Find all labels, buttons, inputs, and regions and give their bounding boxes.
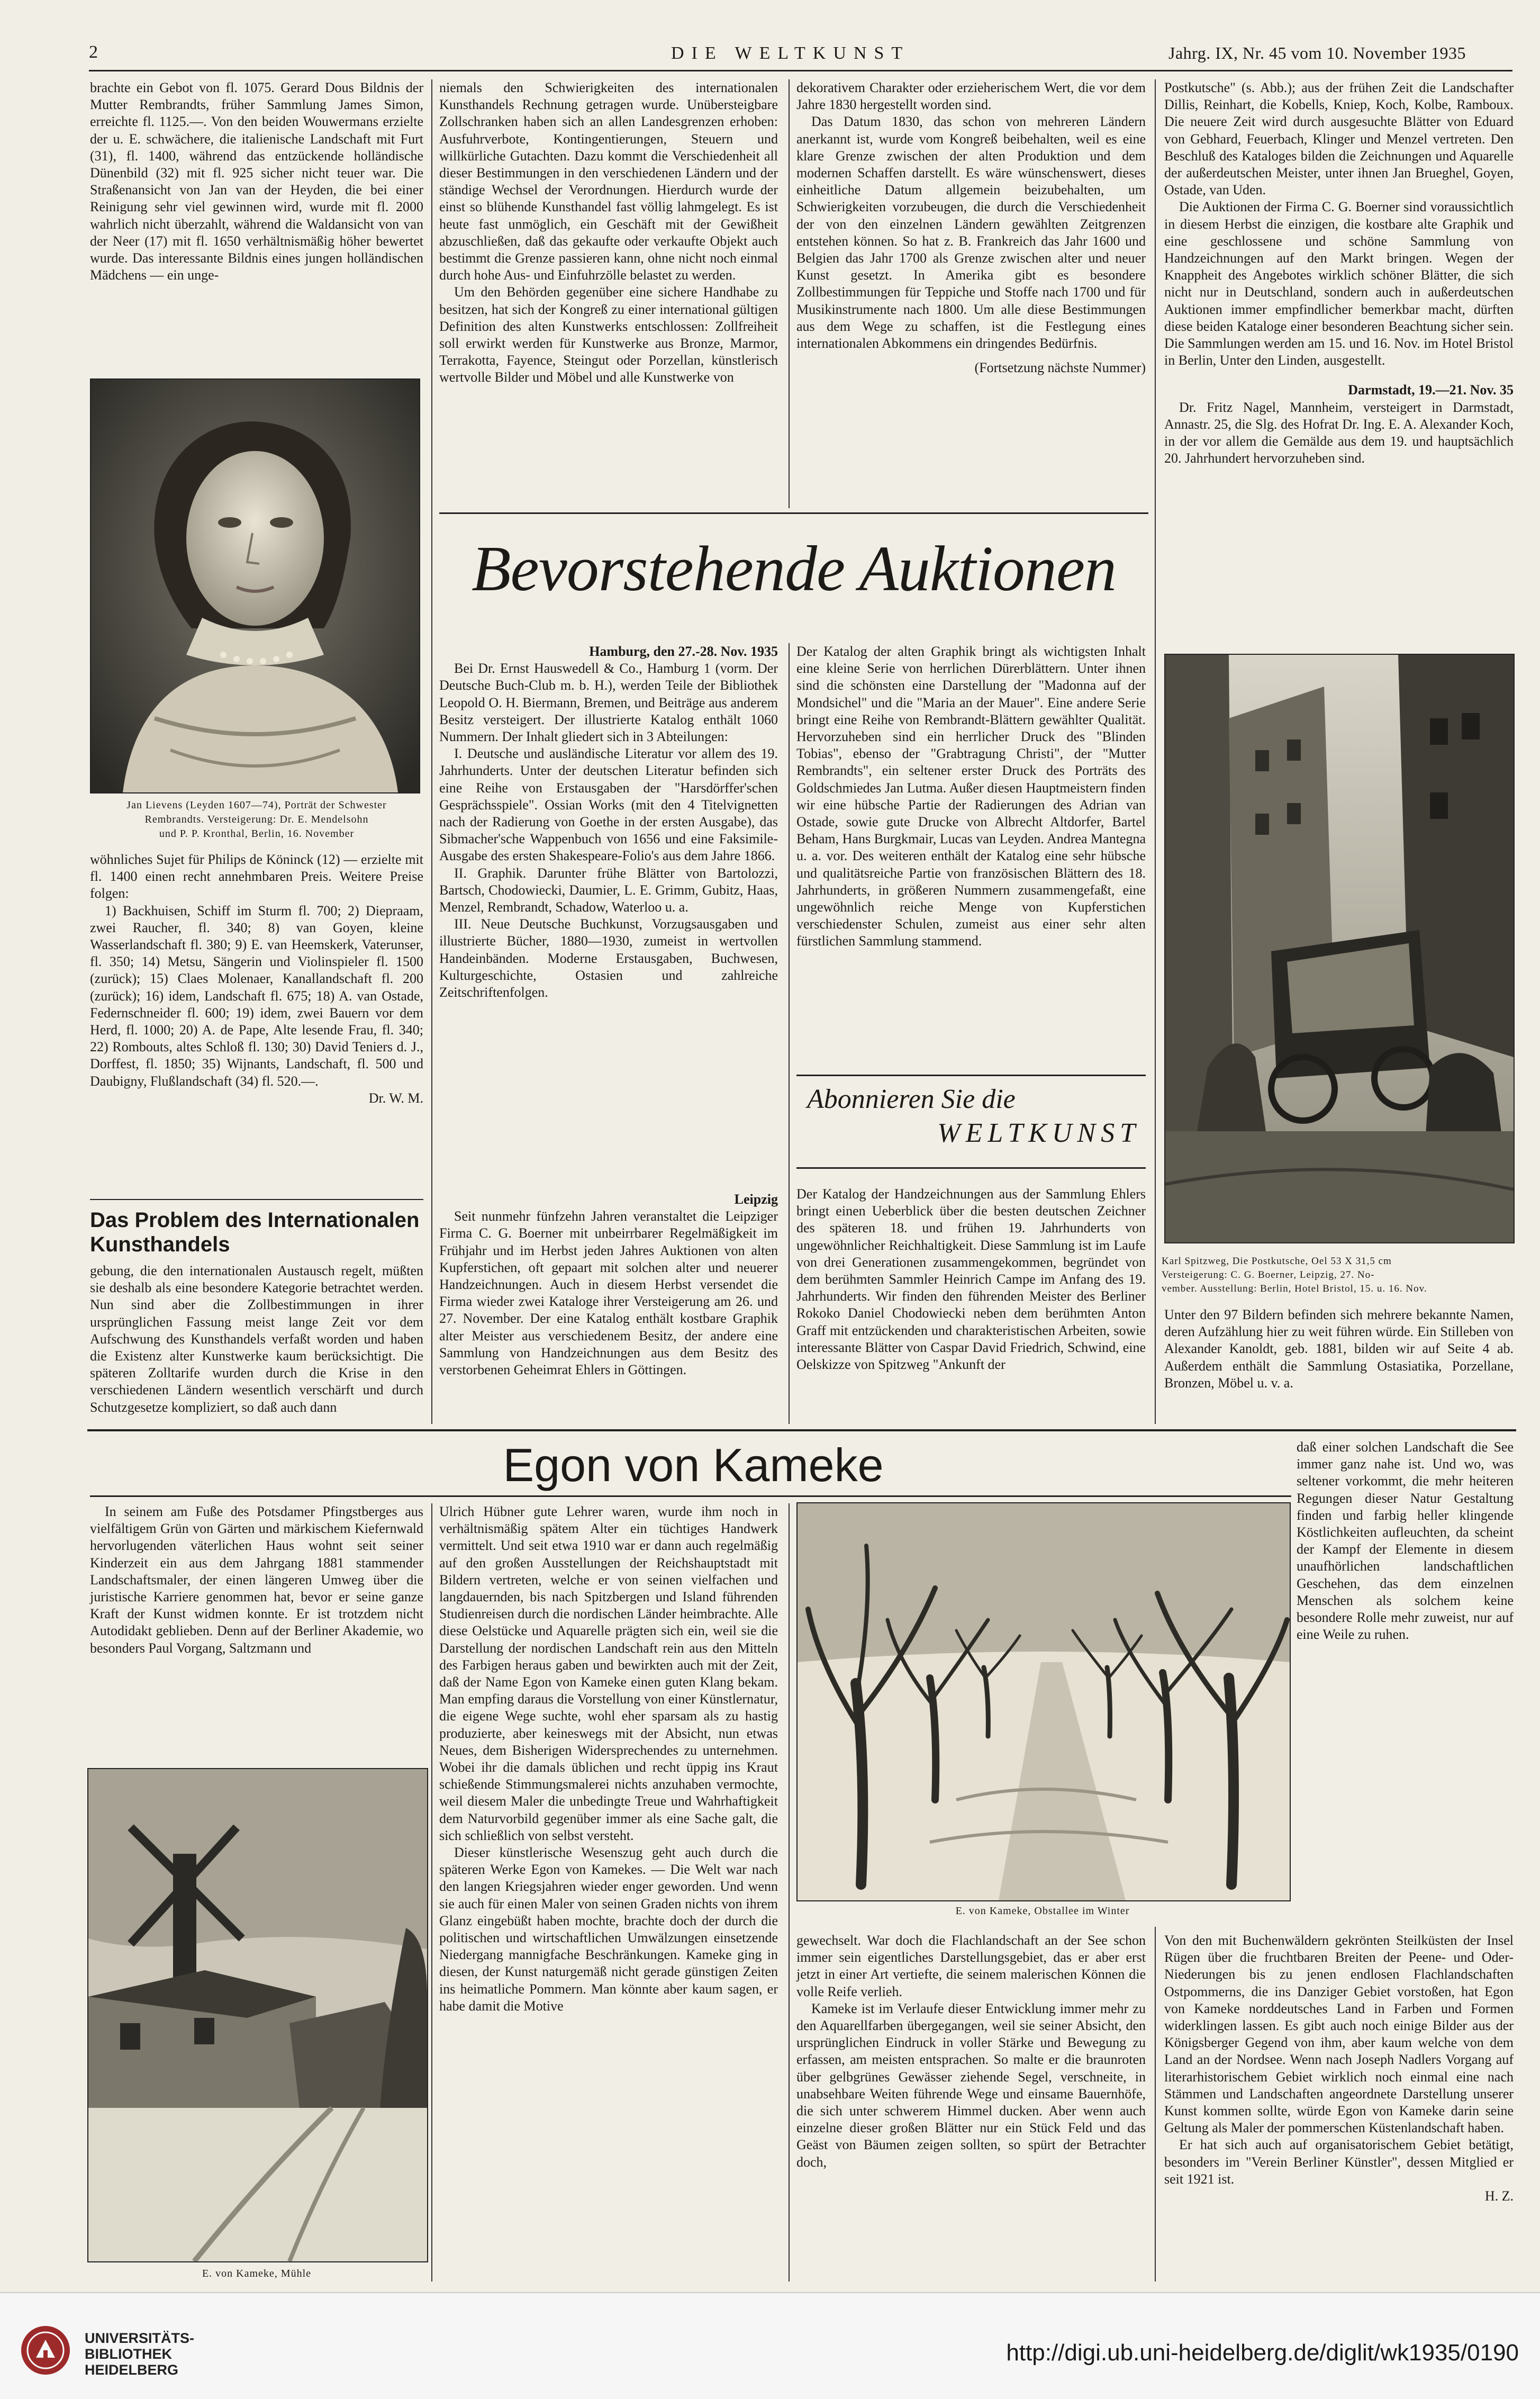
running-header	[89, 37, 1518, 69]
section-rule	[439, 512, 1148, 514]
paragraph: Unter den 97 Bildern befinden sich mehrere bekannte Namen, deren Aufzählung hier zu weit führen würde. Ein Stilleben von Alexander Kanoldt, geb. 1881, bilden wir auf Seite 4 ab. Außerdem enthält die Sammlung Ostasiatika, Porzellane, Bronzen, Möbel u. v. a.	[1164, 1307, 1514, 1391]
section-heading: Das Problem des Internationalen Kunsthandels	[90, 1208, 420, 1256]
paragraph: 1) Backhuisen, Schiff im Sturm fl. 700; 2) Diepraam, zwei Raucher, fl. 340; 8) van Goyen, kleine Wasserlandschaft fl. 380; 9) E. van Heemskerk, Vaterunser, fl. 350; 14) Metsu, Sängerin und Violinspieler fl. 1500 (zurück); 15) Claes Molenaer, Kanallandschaft fl. 200 (zurück); 16) idem, Landschaft fl. 675; 18) A. van Ostade, Federnschneider fl. 600; 19) idem, zwei Bauern vor dem Herd, fl. 1000; 20) A. de Pape, Alte lesende Frau, fl. 340; 22) Rombouts, altes Schloß fl. 130; 30) David Teniers d. J., Dorffest, fl. 1850; 35) Wijnants, Landschaft, fl. 500 und Daubigny, Flußlandschaft (34) fl. 520.—.	[90, 903, 423, 1089]
page-number: 2	[89, 42, 99, 62]
caption-line: Rembrandts. Versteigerung: Dr. E. Mendelsohn	[144, 814, 369, 825]
obstallee-painting	[796, 1502, 1291, 1901]
permalink[interactable]: http://digi.ub.uni-heidelberg.de/diglit/wk1935/0190	[1006, 2340, 1519, 2366]
section-title: Egon von Kameke	[503, 1439, 884, 1491]
subscribe-rule-top	[796, 1075, 1146, 1076]
university-logo	[20, 2325, 71, 2376]
library-name-line: BIBLIOTHEK	[85, 2346, 172, 2362]
problem-text	[90, 1262, 423, 1416]
paragraph: In seinem am Fuße des Potsdamer Pfingstberges aus vielfältigem Grün von Gärten und märkischem Kiefernwald hervorlugenden väterlichen Haus wohnt seit seiner Kinderzeit ein aus dem Jahrgang 1881 stammender Landschaftsmaler, der einen längeren Umweg über die juristische Karriere genommen hat, bevor er seine ganze Kraft der Kunst widmen konnte. Er ist trotzdem nicht Autodidakt geblieben. Denn auf der Berliner Akademie, wo besonders Paul Vorgang, Saltzmann und	[90, 1504, 423, 1656]
kameke-title	[90, 1439, 1297, 1492]
paragraph: Seit nunmehr fünfzehn Jahren veranstaltet die Leipziger Firma C. G. Boerner mit unbeirrbarer Regelmäßigkeit im Frühjahr und im Herbst jeden Jahres Auktionen von alten Kupferstichen, oft gepaart mit solchen alter und neuerer Handzeichnungen. Auch in diesem Herbst versendet die Firma wieder zwei Kataloge ihrer Versteigerung am 26. und 27. November. Der eine Katalog enthält kostbare Graphik alter Meister aus verschiedenem Besitz, der andere eine Sammlung von Handzeichnungen aus dem Besitz des verstorbenen Geheimrat Ehlers in Göttingen.	[439, 1208, 778, 1378]
muehle-image	[88, 1769, 427, 2261]
paragraph: II. Graphik. Darunter frühe Blätter von Bartolozzi, Bartsch, Chodowiecki, Daumier, L. E. Grimm, Gubitz, Haas, Menzel, Rembrandt, Schadow, Waterloo u. a.	[439, 865, 778, 915]
dateline: Hamburg, den 27.-28. Nov. 1935	[589, 644, 778, 659]
paragraph: dekorativem Charakter oder erzieherischem Wert, die vor dem Jahre 1830 hergestellt worden sind.	[796, 80, 1146, 113]
column-divider	[1155, 1927, 1156, 2281]
auktionen-column-b	[796, 643, 1146, 950]
column-divider	[789, 79, 790, 508]
caption-line: E. von Kameke, Obstallee im Winter	[955, 1905, 1130, 1917]
portrait-caption	[87, 798, 426, 841]
kameke-column-3	[796, 1932, 1146, 2171]
paragraph: Postkutsche" (s. Abb.); aus der frühen Zeit die Landschafter Dillis, Reinhart, die Kobells, Kniep, Koch, Kolbe, Ramboux. Die neuere Zeit wird durch ausgesuchte Blätter von Eduard von Gebhard, Feuerbach, Klinger und Menzel vertreten. Den Beschluß des Kataloges bilden die Zeichnungen und Aquarelle der außerdeutschen Meister, unter ihnen Jan Brueghel, Goyen, Ostade, van Uden.	[1164, 80, 1514, 198]
column-divider	[1155, 79, 1156, 1424]
paragraph: I. Deutsche und ausländische Literatur vor allem des 19. Jahrhunderts. Unter der deutschen Literatur befinden sich eine Reihe von Erstausgaben der "Harsdörffer'schen Gesprächsspiele". Ossian Works (mit den 4 Titelvignetten nach der Radierung von Goethe in der ersten Ausgabe), das Sibmacher'sche Wappenbuch von 1656 und eine Faksimile-Ausgabe des ersten Shakespeare-Folio's aus dem Jahre 1866.	[439, 746, 778, 864]
paragraph: Der Katalog der Handzeichnungen aus der Sammlung Ehlers bringt einen Ueberblick über die besten deutschen Zeichner des späteren 18. und frühen 19. Jahrhunderts von ungewöhnlicher Reichhaltigkeit. Diese Sammlung ist im Laufe von drei Generationen zusammengekommen, begründet von dem berühmten Sammler Heinrich Campe im Anfang des 19. Jahrhunderts. Wir finden den führenden Meister des Berliner Rokoko Daniel Chodowiecki neben dem berühmten Anton Graff mit entzückenden und charakteristischen Arbeiten, sowie interessante Blätter von Caspar David Friedrich, Schwind, eine Oelskizze von Spitzweg "Ankunft der	[796, 1186, 1146, 1373]
paragraph: Von den mit Buchenwäldern gekrönten Steilküsten der Insel Rügen über die fruchtbaren Breiten der Peene- und Oder-Niederungen bis zu jenen endlosen Flachlandschaften Ostpommerns, die ins Danziger Gebiet vorstoßen, hat Egon von Kameke norddeutsches Land in Farben und Formen widerklingen lassen. Es gibt auch noch einige Bilder aus der Königsberger Gegend von ihm, aber kaum welche von dem Land an der Nordsee. Wenn nach Joseph Nadlers Vorgang auf literarhistorischem Gebiet wirklich noch einmal eine nach Stämmen und Landschaften angeordnete Darstellung unserer Kunst kommen sollte, würde Egon von Kameke darin seine Geltung als Maler der pommerschen Küstenlandschaft haben.	[1164, 1933, 1514, 2136]
obstallee-caption	[796, 1904, 1289, 1918]
spitzweg-caption	[1162, 1255, 1516, 1296]
issue-info: Jahrg. IX, Nr. 45 vom 10. November 1935	[1168, 43, 1466, 62]
caption-line: Versteigerung: C. G. Boerner, Leipzig, 27. No-	[1162, 1269, 1375, 1280]
caption-line: Karl Spitzweg, Die Postkutsche, Oel 53 X 31,5 cm	[1162, 1256, 1392, 1267]
column-divider	[789, 643, 790, 1424]
column-divider	[431, 1503, 432, 2281]
paragraph: Das Datum 1830, das schon von mehreren Ländern anerkannt ist, wurde vom Kongreß beibehalten, weil es eine klare Grenze zwischen der alten Produktion und dem modernen Schaffen darstellt. Es wäre wünschenswert, dieses einheitliche Datum allgemein beizubehalten, um Schwierigkeiten vorzubeugen, die durch die Verschiedenheit der von den einzelnen Ländern gewählten Zeitgrenzen entstehen können. So hat z. B. Frankreich das Jahr 1600 und Belgien das Jahr 1700 als Grenze zwischen alter und neuer Kunst gesetzt. In Amerika gibt es besondere Zollbestimmungen für Teppiche und Stoffe nach 1700 und für Musikinstrumente nach 1800. Um alle diese Bestimmungen aus dem Wege zu schaffen, ist die Festlegung eines internationalen Abkommens ein dringendes Bedürfnis.	[796, 114, 1146, 351]
auktionen-column-a	[439, 643, 778, 1001]
paragraph: Die Auktionen der Firma C. G. Boerner sind voraussichtlich in diesem Herbst die einzigen, die kostbare alte Graphik und eine geschlossene und schöne Sammlung von Handzeichnungen auf den Markt bringen. Wegen der Knappheit des Angebotes wirklich schöner Blätter, die sich nicht nur in Deutschland, sondern auch in außerdeutschen Auktionen immer empfindlicher bemerkbar macht, dürften diese beiden Kataloge einer besonderen Beachtung sicher sein. Die Sammlungen werden am 15. und 16. Nov. im Hotel Bristol in Berlin, Unter den Linden, ausgestellt.	[1164, 199, 1514, 368]
kameke-column-4-bottom	[1164, 1932, 1514, 2205]
subscribe-line-2: WELTKUNST	[937, 1118, 1140, 1148]
column-3-top	[796, 79, 1146, 376]
problem-heading	[90, 1208, 429, 1257]
column-4-top	[1164, 79, 1514, 467]
heidelberg-seal-icon	[20, 2325, 71, 2376]
dateline: Leipzig	[734, 1192, 778, 1207]
obstallee-image	[798, 1503, 1290, 1900]
column-divider	[789, 1503, 790, 2281]
caption-line: Jan Lievens (Leyden 1607—74), Porträt der Schwester	[126, 799, 387, 811]
paragraph: daß einer solchen Landschaft die See immer ganz nahe ist. Und wo, was seltener vorkommt, die mehr heiteren Regungen dieser Natur Gestaltung finden und farbig heller klingende Köstlichkeiten aufleuchten, da scheint der Kampf der Elemente in diesem unaufhörlichen landschaftlichen Geschehen, das dem einzelnen Menschen als solchem keine besondere Rolle mehr zuweist, nur auf eine Weile zu ruhen.	[1297, 1439, 1514, 1643]
muehle-painting	[87, 1768, 428, 2262]
paragraph: Er hat sich auch auf organisatorischem Gebiet betätigt, besonders im "Verein Berliner Künstler", dessen Mitglied er seit 1921 ist.	[1164, 2137, 1514, 2187]
subscribe-box	[796, 1083, 1146, 1162]
paragraph: Um den Behörden gegenüber eine sichere Handhabe zu besitzen, hat sich der Kongreß zu einer international gültigen Definition des alten Kunstwerks entschlossen: Zollfreiheit soll erwirkt werden für Kunstwerke aus Bronze, Marmor, Terrakotta, Fayence, Steingut oder Porzellan, künstlerisch wertvolle Bilder und Möbel und alle Kunstwerke von	[439, 284, 778, 385]
portrait-photo	[90, 378, 420, 793]
caption-line: vember. Ausstellung: Berlin, Hotel Bristol, 15. u. 16. Nov.	[1162, 1283, 1427, 1294]
column-1-mid	[90, 851, 423, 1107]
continued-note: (Fortsetzung nächste Nummer)	[974, 360, 1146, 376]
muehle-caption	[87, 2267, 426, 2281]
author-signature: Dr. W. M.	[368, 1090, 423, 1106]
dateline: Darmstadt, 19.—21. Nov. 35	[1348, 382, 1514, 398]
header-rule	[89, 70, 1512, 71]
library-name-line: HEIDELBERG	[85, 2362, 179, 2378]
caption-line: und P. P. Kronthal, Berlin, 16. November	[159, 828, 355, 840]
paragraph: Bei Dr. Ernst Hauswedell & Co., Hamburg 1 (vorm. Der Deutsche Buch-Club m. b. H.), werden Teile der Bibliothek Leopold O. H. Biermann, Bremen, und Beiträge aus anderem Besitz versteigert. Der illustrierte Katalog enthält 1060 Nummern. Der Inhalt gliedert sich in 3 Abteilungen:	[439, 661, 778, 745]
paragraph: Dieser künstlerische Wesenszug geht auch durch die späteren Werke Egon von Kamekes. — Die Welt war nach den langen Kriegsjahren wieder enger geworden. Und wenn sie auch für einen Maler von seinen Graden nichts von ihrem Glanz eingebüßt haben mochte, brachte doch der durch die politischen und wirtschaftlichen Umwälzungen einsetzende Niedergang mannigfache Beschränkungen. Kameke ging in diesen, der Kunst naturgemäß nicht gerade günstigen Zeiten ins heimatliche Pommern. Man könnte aber kaum sagen, er habe damit die Motive	[439, 1845, 778, 2014]
paragraph: Der Katalog der alten Graphik bringt als wichtigsten Inhalt eine kleine Serie von herrlichen Dürerblättern. Unter ihnen sind die schönsten eine Darstellung der "Madonna auf der Mondsichel" und die "Maria an der Mauer". Eine andere Serie bringt eine Reihe von Rembrandt-Blättern gewählter Qualität. Hervorzuheben sind ein herrlicher Druck des "Blinden Tobias", ebenso der "Grabtragung Christi", der "Mutter Rembrandts", ein seltener erster Druck des Porträts des Goldschmiedes Jan Lutma. Außer diesen Hauptmeistern finden wir eine hübsche Partie der Radierungen des Adrian van Ostade, sowie gute Drucke von Albrecht Altdorfer, Bartel Beham, Hans Burgkmair, Lucas van Leyden. Andrea Mantegna u. a. vor. Des weiteren enthält der Katalog eine sehr hübsche und qualitätsreiche Partie von französischen Blättern des 18. Jahrhunderts, in größeren Nummern zusammengefaßt, eine ungewöhnlich reiche Menge von Kupferstichen verschiedenster Schulen, zumeist aus einer sehr alten fürstlichen Sammlung stammend.	[796, 644, 1146, 949]
paragraph: wöhnliches Sujet für Philips de Köninck (12) — erzielte mit fl. 1400 einen recht annehmbaren Preis. Weitere Preise folgen:	[90, 852, 423, 901]
column-divider	[431, 79, 432, 1424]
library-name-line: UNIVERSITÄTS-	[85, 2330, 195, 2346]
paragraph: III. Neue Deutsche Buchkunst, Vorzugsausgaben und illustrierte Bücher, 1880—1930, zumeist in wertvollen Handeinbänden. Moderne Erstausgaben, Buchwesen, Kulturgeschichte, Ostasien und zahlreiche Zeitschriftenfolgen.	[439, 916, 778, 1000]
column-1-top	[90, 79, 423, 284]
publication-title: DIE WELTKUNST	[671, 43, 910, 63]
postkutsche-image	[1165, 655, 1514, 1242]
section-title: Bevorstehende Auktionen	[471, 533, 1117, 605]
column-1-rule	[90, 1199, 423, 1200]
kameke-column-1	[90, 1503, 423, 1657]
paragraph: Dr. Fritz Nagel, Mannheim, versteigert in Darmstadt, Annastr. 25, die Slg. des Hofrat Dr. Ing. E. A. Alexander Koch, in der vor allem die Gemälde aus dem 19. und hauptsächlich 20. Jahrhundert hervorzuheben sind.	[1164, 399, 1514, 466]
paragraph: brachte ein Gebot von fl. 1075. Gerard Dous Bildnis der Mutter Rembrandts, früher Sammlung James Simon, erreichte fl. 1125.—. Von den beiden Wouwermans erzielte der u. E. schwächere, die italienische Landschaft mit Furt (31), fl. 1400, während das entzückende holländische Dünenbild (32) mit fl. 925 sicher nicht teuer war. Die Straßenansicht von Jan van der Heyden, die bei einer Reinigung sehr viel gewinnen wird, wurde mit fl. 2000 wahrlich nicht überzahlt, während die Waldansicht von van der Neer (17) mit fl. 1650 verhältnismäßig höher bewertet wurde. Das interessante Bildnis eines jungen holländischen Mädchens — ein unge-	[90, 80, 423, 283]
kameke-rule	[87, 1429, 1516, 1431]
subscribe-line-1: Abonnieren Sie die	[807, 1084, 1016, 1114]
library-name	[85, 2330, 194, 2378]
portrait-image	[91, 380, 419, 792]
library-footer	[0, 2292, 1540, 2399]
kameke-title-rule	[90, 1495, 1291, 1497]
kameke-column-4-top	[1297, 1439, 1514, 1643]
paragraph: Ulrich Hübner gute Lehrer waren, wurde ihm noch in verhältnismäßig spätem Alter ein tüchtiges Handwerk vermittelt. Und seit etwa 1910 war er dann auch regelmäßig auf den großen Ausstellungen der Reichshauptstadt mit Bildern vertreten, welche er von seinen vielfachen und langdauernden, bis nach Spitzbergen und Island führenden Studienreisen durch die nordischen Länder heimbrachte. Alle diese Oelstücke und Aquarelle prägten sich ein, weil sie die Darstellung der nordischen Landschaft rein aus den Mitteln des Farbigen heraus gaben und bewirkten auch mit der Zeit, daß der Name Egon von Kameke einen guten Klang bekam. Man empfing daraus die Vorstellung von einer Künstlernatur, die eigene Wege suchte, wohl eher sparsam als zu hastig produzierte, aber keineswegs mit der Absicht, nun etwas Neues, dem Bisherigen Widersprechendes zu unternehmen. Wobei ihr die damals üblichen und recht üppig ins Kraut schießende Stimmungsmalerei nichts anzuhaben vermochte, weil diesem Maler die unbedingte Treue und Wahrhaftigkeit dem Naturvorbild gegenüber immer als eine Sache galt, die sich schließlich von selbst versteht.	[439, 1504, 778, 1843]
caption-line: E. von Kameke, Mühle	[202, 2268, 312, 2279]
column-2-top	[439, 79, 778, 386]
paragraph: gewechselt. War doch die Flachlandschaft an der See schon immer sein eigentliches Darstellungsgebiet, das er aber erst jetzt in einer Art vertiefte, die seinem malerischen Können die volle Reife verlieh.	[796, 1933, 1146, 1999]
auktionen-title	[439, 529, 1148, 619]
paragraph: Kameke ist im Verlaufe dieser Entwicklung immer mehr zu den Aquarellfarben übergegangen, weil sie seiner Absicht, den ursprünglichen Eindruck in voller Stärke und Bewegung zu erfassen, am meisten entsprachen. So malte er die braunroten über gelbgrünes Gewässer ziehende Segel, verschneite, in unabsehbare Weiten führende Wege und einsame Bauernhöfe, die sich unter schwerem Himmel ducken. Aber wenn auch einzelne dieser großen Blätter nur ein Stück Feld und das Geäst von Bäumen zeigen sollten, so spürt der Betrachter doch,	[796, 2000, 1146, 2170]
paragraph: gebung, die den internationalen Austausch regelt, müßten sie deshalb als eine besondere Kategorie betrachtet werden. Nun sind aber die Zollbestimmungen in ihrer ursprünglichen Fassung meist lange Zeit vor dem Aufschwung des Kunsthandels verfaßt worden und haben die Existenz alter Kunstwerke kaum berücksichtigt. Die späteren Zolltarife wurden durch die Krise in den verschiedenen Ländern wesentlich verschärft und durch Schutzgesetze kompliziert, so daß auch dann	[90, 1263, 423, 1415]
auktionen-column-c	[796, 1186, 1146, 1373]
paragraph: niemals den Schwierigkeiten des internationalen Kunsthandels Rechnung getragen wurde. Unübersteigbare Zollschranken haben sich an allen Landesgrenzen erhoben: Ausfuhrverbote, Kontingentierungen, Steuern und willkürliche Gutachten. Dazu kommt die Verschiedenheit all dieser Bestimmungen in den verschiedenen Ländern und der ständige Wechsel der Verordnungen. Hierdurch wurde der einst so blühende Kunsthandel fast völlig lahmgelegt. Es ist heute fast unmöglich, ein Geschäft mit der Gewißheit abzuschließen, daß das gekaufte oder verkaufte Objekt auch bestimmt die Grenze passieren kann, ohne nicht noch einmal durch hohe Aus- und Einfuhrzölle belastet zu werden.	[439, 80, 778, 283]
auktionen-column-a2	[439, 1191, 778, 1378]
kameke-column-2	[439, 1503, 778, 2015]
column-4-bottom	[1164, 1306, 1514, 1392]
subscribe-rule-bottom	[796, 1167, 1146, 1169]
spitzweg-painting	[1164, 654, 1515, 1243]
author-signature: H. Z.	[1484, 2188, 1514, 2204]
